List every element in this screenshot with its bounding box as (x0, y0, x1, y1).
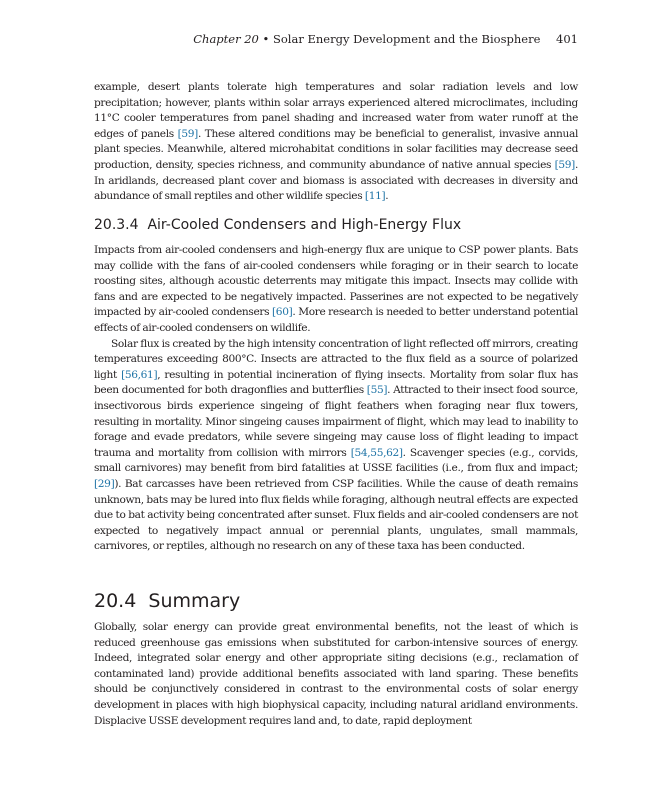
citation-link[interactable]: [11] (364, 190, 386, 203)
text-run: , resulting in potential incineration of flying insects. Mortality from solar flux has been documented for both dragonflies and butterflies (94, 368, 579, 397)
paragraph-solar-flux (94, 337, 578, 555)
text-run: . In aridlands, decreased plant cover and biomass is associated with decreases in diversity and abundance of small reptiles and other wildlife species (94, 158, 578, 203)
text-run: ). Bat carcasses have been retrieved from CSP facilities. While the cause of death remains unknown, bats may be lured into flux fields while foraging, although neutral effects are expected due to bat activity being concentrated after sunset. Flux fields and air-cooled condensers are not expected to negatively impact annual or perennial plants, ungulates, small mammals, carnivores, or reptiles, although no research on any of these taxa has been conducted. (94, 477, 578, 553)
citation-link[interactable]: [59] (554, 158, 575, 171)
page-number: 401 (556, 32, 578, 46)
text-run: . These altered conditions may be beneficial to generalist, invasive annual plant species. Meanwhile, altered microhabitat conditions in solar facilities may decrease seed production, density, species richness, and community abundance of native annual species (94, 127, 578, 171)
running-head-title: Solar Energy Development and the Biosphere (272, 32, 541, 46)
running-head-separator: • (262, 32, 270, 46)
section-20-4-body (94, 620, 578, 729)
section-number: 20.4 (94, 590, 137, 612)
citation-link[interactable]: [59] (177, 127, 198, 140)
citation-link[interactable]: [60] (272, 306, 293, 319)
running-head (193, 32, 578, 46)
section-title: Air-Cooled Condensers and High-Energy Flux (147, 217, 462, 233)
intro-paragraph (94, 80, 578, 205)
section-20-3-4-body (94, 243, 578, 555)
citation-link[interactable]: [54,55,62] (350, 446, 403, 459)
section-heading-20-4 (94, 590, 578, 612)
text-run: Globally, solar energy can provide great environmental benefits, not the least of which is reduced greenhouse gas emissions when substituted for carbon-intensive sources of energy. Indeed, integrated solar energy and other appropriate siting decisions (e.g., reclamation of contaminated land) provide additional benefits associated with land sparing. These benefits should be conjunctively considered in contrast to the environmental costs of solar energy development in places with high biophysical capacity, including natural aridland environments. Displacive USSE development requires land and, to date, rapid deployment (94, 621, 578, 727)
text-run: . Scavenger species (e.g., corvids, small carnivores) may benefit from bird fatalities at USSE facilities (i.e., from flux and impact; (94, 446, 578, 475)
paragraph-condensers (94, 243, 578, 337)
text-run: . (385, 190, 389, 203)
text-run: Solar flux is created by the high intensity concentration of light reflected off mirrors, creating temperatures exceeding 800°C. Insects are attracted to the flux field as a source of polarized light (94, 337, 578, 381)
text-run: . Attracted to their insect food source, insectivorous birds experience singeing of flight feathers when foraging near flux towers, resulting in mortality. Minor singeing causes impairment of flight, which may lead to inability to forage and evade predators, while severe singeing may cause loss of flight leading to impact trauma and mortality from collision with mirrors (94, 384, 579, 459)
section-number: 20.3.4 (94, 217, 139, 233)
citation-link[interactable]: [29] (94, 477, 115, 490)
running-head-chapter: Chapter 20 (193, 32, 259, 46)
section-title: Summary (148, 590, 241, 612)
citation-link[interactable]: [55] (366, 384, 388, 397)
section-heading-20-3-4 (94, 217, 578, 233)
paragraph-summary (94, 620, 578, 729)
text-run: Impacts from air-cooled condensers and high-energy flux are unique to CSP power plants. Bats may collide with the fans of air-cooled condensers while foraging or in their search to locate roosting sites, although acoustic deterrents may mitigate this impact. Insects may collide with fans and are expected to be negatively impacted. Passerines are not expected to be negatively impacted by air-cooled condensers (94, 244, 578, 319)
intro-text-block (94, 80, 578, 205)
citation-link[interactable]: [56,61] (121, 368, 158, 381)
text-run: . More research is needed to better understand potential effects of air-cooled condensers on wildlife. (94, 306, 579, 334)
text-run: example, desert plants tolerate high temperatures and solar radiation levels and low precipitation; however, plants within solar arrays experienced altered microclimates, including 11°C cooler temperatures from panel shading and increased water from water runoff at the edges of panels (94, 81, 578, 140)
